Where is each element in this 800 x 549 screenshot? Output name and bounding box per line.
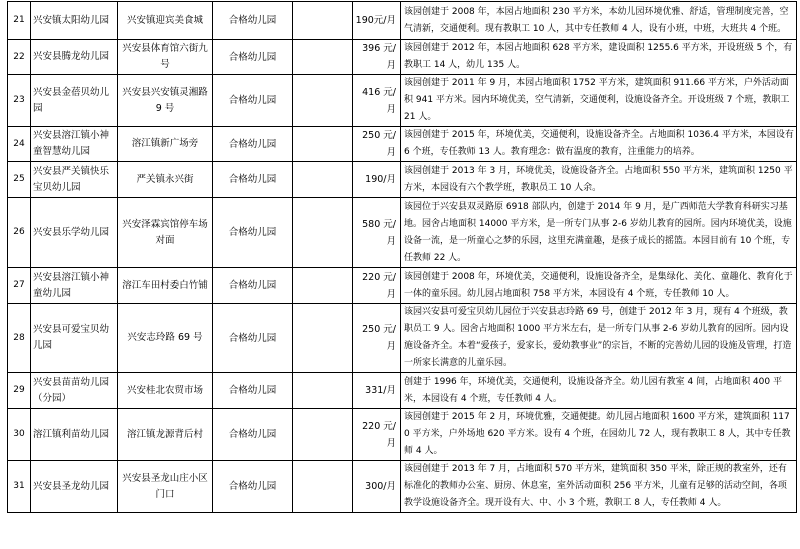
table-row bbox=[8, 40, 797, 75]
empty-cell bbox=[293, 409, 353, 461]
kindergarten-name: 兴安县严关镇快乐宝贝幼儿园 bbox=[31, 162, 118, 198]
kindergarten-address: 溶江镇新广场旁 bbox=[118, 127, 213, 162]
table-row bbox=[8, 2, 797, 40]
table-body bbox=[8, 2, 797, 513]
monthly-fee: 300/月 bbox=[353, 461, 401, 513]
table-row bbox=[8, 304, 797, 373]
table-row bbox=[8, 75, 797, 127]
kindergarten-grade: 合格幼儿园 bbox=[213, 409, 293, 461]
empty-cell bbox=[293, 40, 353, 75]
monthly-fee: 416 元/月 bbox=[353, 75, 401, 127]
kindergarten-address: 兴安桂北农贸市场 bbox=[118, 373, 213, 409]
kindergarten-description: 该园创建于 2015 年 2 月，环境优雅，交通便捷。幼儿园占地面积 1600 平方米，建筑面积 1170 平方米，户外场地 620 平方米。设有 4 个班，在园幼儿 72 人，现有教职工 8 人，其中专任教师 4 人。 bbox=[401, 409, 797, 461]
kindergarten-grade: 合格幼儿园 bbox=[213, 268, 293, 304]
table-row bbox=[8, 162, 797, 198]
table-row bbox=[8, 198, 797, 268]
kindergarten-description: 该园创建于 2013 年 7 月，占地面积 570 平方米，建筑面积 350 平米，除正规的教室外，还有标准化的教师办公室、厨房、休息室，室外活动面积 256 平方米，儿童有足够的活动空间，各项教学设施设备齐全。现开设有大、中、小 3 个班，教职工 8 人，专任教师 4 人。 bbox=[401, 461, 797, 513]
empty-cell bbox=[293, 268, 353, 304]
kindergarten-address: 兴安县体育馆六街九号 bbox=[118, 40, 213, 75]
row-number: 25 bbox=[8, 162, 31, 198]
empty-cell bbox=[293, 127, 353, 162]
monthly-fee: 250 元/月 bbox=[353, 304, 401, 373]
table-row bbox=[8, 409, 797, 461]
row-number: 21 bbox=[8, 2, 31, 40]
monthly-fee: 331/月 bbox=[353, 373, 401, 409]
kindergarten-grade: 合格幼儿园 bbox=[213, 2, 293, 40]
kindergarten-grade: 合格幼儿园 bbox=[213, 75, 293, 127]
empty-cell bbox=[293, 461, 353, 513]
monthly-fee: 580 元/月 bbox=[353, 198, 401, 268]
kindergarten-grade: 合格幼儿园 bbox=[213, 373, 293, 409]
monthly-fee: 220 元/月 bbox=[353, 409, 401, 461]
kindergarten-address: 溶江镇龙源背后村 bbox=[118, 409, 213, 461]
kindergarten-address: 兴安泽霖宾馆停车场对面 bbox=[118, 198, 213, 268]
kindergarten-address: 兴安县兴安镇灵湘路 9 号 bbox=[118, 75, 213, 127]
row-number: 22 bbox=[8, 40, 31, 75]
row-number: 23 bbox=[8, 75, 31, 127]
kindergarten-grade: 合格幼儿园 bbox=[213, 162, 293, 198]
kindergarten-address: 溶江车田村委白竹铺 bbox=[118, 268, 213, 304]
kindergarten-description: 该园创建于 2008 年，环境优美，交通便利，设施设备齐全，是集绿化、美化、童趣化、教育化于一体的童乐园。幼儿园占地面积 758 平方米，本园设有 4 个班，专任教师 10 人。 bbox=[401, 268, 797, 304]
empty-cell bbox=[293, 162, 353, 198]
kindergarten-description: 该园创建于 2012 年，本园占地面积 628 平方米，建设面积 1255.6 平方米，开设班级 5 个，有教职工 14 人，幼儿 135 人。 bbox=[401, 40, 797, 75]
kindergarten-description: 该园创建于 2011 年 9 月，本园占地面积 1752 平方米，建筑面积 911.66 平方米，户外活动面积 941 平方米。园内环境优美，空气清新，交通便利，设施设备齐全。开设班级 7 个班，教职工 21 人。 bbox=[401, 75, 797, 127]
table-row bbox=[8, 373, 797, 409]
row-number: 31 bbox=[8, 461, 31, 513]
row-number: 30 bbox=[8, 409, 31, 461]
monthly-fee: 190元/月 bbox=[353, 2, 401, 40]
empty-cell bbox=[293, 75, 353, 127]
table-row bbox=[8, 268, 797, 304]
kindergarten-name: 兴安县金蓓贝幼儿园 bbox=[31, 75, 118, 127]
empty-cell bbox=[293, 2, 353, 40]
kindergarten-grade: 合格幼儿园 bbox=[213, 304, 293, 373]
row-number: 29 bbox=[8, 373, 31, 409]
monthly-fee: 190/月 bbox=[353, 162, 401, 198]
kindergarten-name: 兴安县溶江镇小神童智慧幼儿园 bbox=[31, 127, 118, 162]
kindergarten-grade: 合格幼儿园 bbox=[213, 198, 293, 268]
kindergarten-description: 该园创建于 2013 年 3 月，环境优美，设施设备齐全。占地面积 550 平方米，建筑面积 1250 平方米，本园设有六个教学班，教职员工 10 人余。 bbox=[401, 162, 797, 198]
monthly-fee: 396 元/月 bbox=[353, 40, 401, 75]
kindergarten-address: 兴安县圣龙山庄小区门口 bbox=[118, 461, 213, 513]
kindergarten-name: 兴安镇太阳幼儿园 bbox=[31, 2, 118, 40]
monthly-fee: 250 元/月 bbox=[353, 127, 401, 162]
kindergarten-description: 创建于 1996 年，环境优美，交通便利，设施设备齐全。幼儿园有教室 4 间，占地面积 400 平米，本园设有 4 个班，专任教师 4 人。 bbox=[401, 373, 797, 409]
kindergarten-description: 该园位于兴安县双灵路原 6918 部队内，创建于 2014 年 9 月，是广西师范大学教育科研实习基地。园舍占地面积 14000 平方米，是一所专门从事 2-6 岁幼儿教育的园所。园内环境优美，设施设备一流，是一所童心之梦的乐园，这里充满童趣，是孩子成长的摇篮。本园目前有 10 个班，专任教师 22 人。 bbox=[401, 198, 797, 268]
kindergarten-address: 兴安镇迎宾美食城 bbox=[118, 2, 213, 40]
row-number: 26 bbox=[8, 198, 31, 268]
kindergarten-name: 溶江镇利苗幼儿园 bbox=[31, 409, 118, 461]
kindergarten-name: 兴安县腾龙幼儿园 bbox=[31, 40, 118, 75]
row-number: 28 bbox=[8, 304, 31, 373]
kindergarten-name: 兴安县可爱宝贝幼儿园 bbox=[31, 304, 118, 373]
row-number: 27 bbox=[8, 268, 31, 304]
empty-cell bbox=[293, 373, 353, 409]
empty-cell bbox=[293, 304, 353, 373]
row-number: 24 bbox=[8, 127, 31, 162]
table-row bbox=[8, 461, 797, 513]
kindergarten-grade: 合格幼儿园 bbox=[213, 461, 293, 513]
kindergarten-name: 兴安县圣龙幼儿园 bbox=[31, 461, 118, 513]
kindergarten-description: 该园兴安县可爱宝贝幼儿园位于兴安县志玲路 69 号，创建于 2012 年 3 月，现有 4 个班级，教职员工 9 人。园舍占地面积 1000 平方米左右，是一所专门从事 2-6 岁幼儿教育的园所。园内设施设备齐全。本着“爱孩子，爱家长，爱幼教事业”的宗旨，不断的完善幼儿园的设施及管理，打造一所家长满意的儿童乐园。 bbox=[401, 304, 797, 373]
kindergarten-grade: 合格幼儿园 bbox=[213, 40, 293, 75]
empty-cell bbox=[293, 198, 353, 268]
monthly-fee: 220 元/月 bbox=[353, 268, 401, 304]
kindergarten-description: 该园创建于 2015 年，环境优美，交通便利，设施设备齐全。占地面积 1036.4 平方米，本园设有 6 个班，专任教师 13 人。教育理念：做有温度的教育，注重能力的培养。 bbox=[401, 127, 797, 162]
kindergarten-address: 严关镇永兴街 bbox=[118, 162, 213, 198]
kindergarten-name: 兴安县苗苗幼儿园（分园） bbox=[31, 373, 118, 409]
table-row bbox=[8, 127, 797, 162]
kindergarten-name: 兴安县乐学幼儿园 bbox=[31, 198, 118, 268]
kindergarten-description: 该园创建于 2008 年，本园占地面积 230 平方米，本幼儿园环境优雅、舒适，管理制度完善，空气清新，交通便利。现有教职工 10 人，其中专任教师 4 人，设有小班，中班，大班共 4 个班。 bbox=[401, 2, 797, 40]
kindergarten-grade: 合格幼儿园 bbox=[213, 127, 293, 162]
kindergarten-address: 兴安志玲路 69 号 bbox=[118, 304, 213, 373]
kindergarten-name: 兴安县溶江镇小神童幼儿园 bbox=[31, 268, 118, 304]
kindergarten-table bbox=[7, 1, 797, 513]
